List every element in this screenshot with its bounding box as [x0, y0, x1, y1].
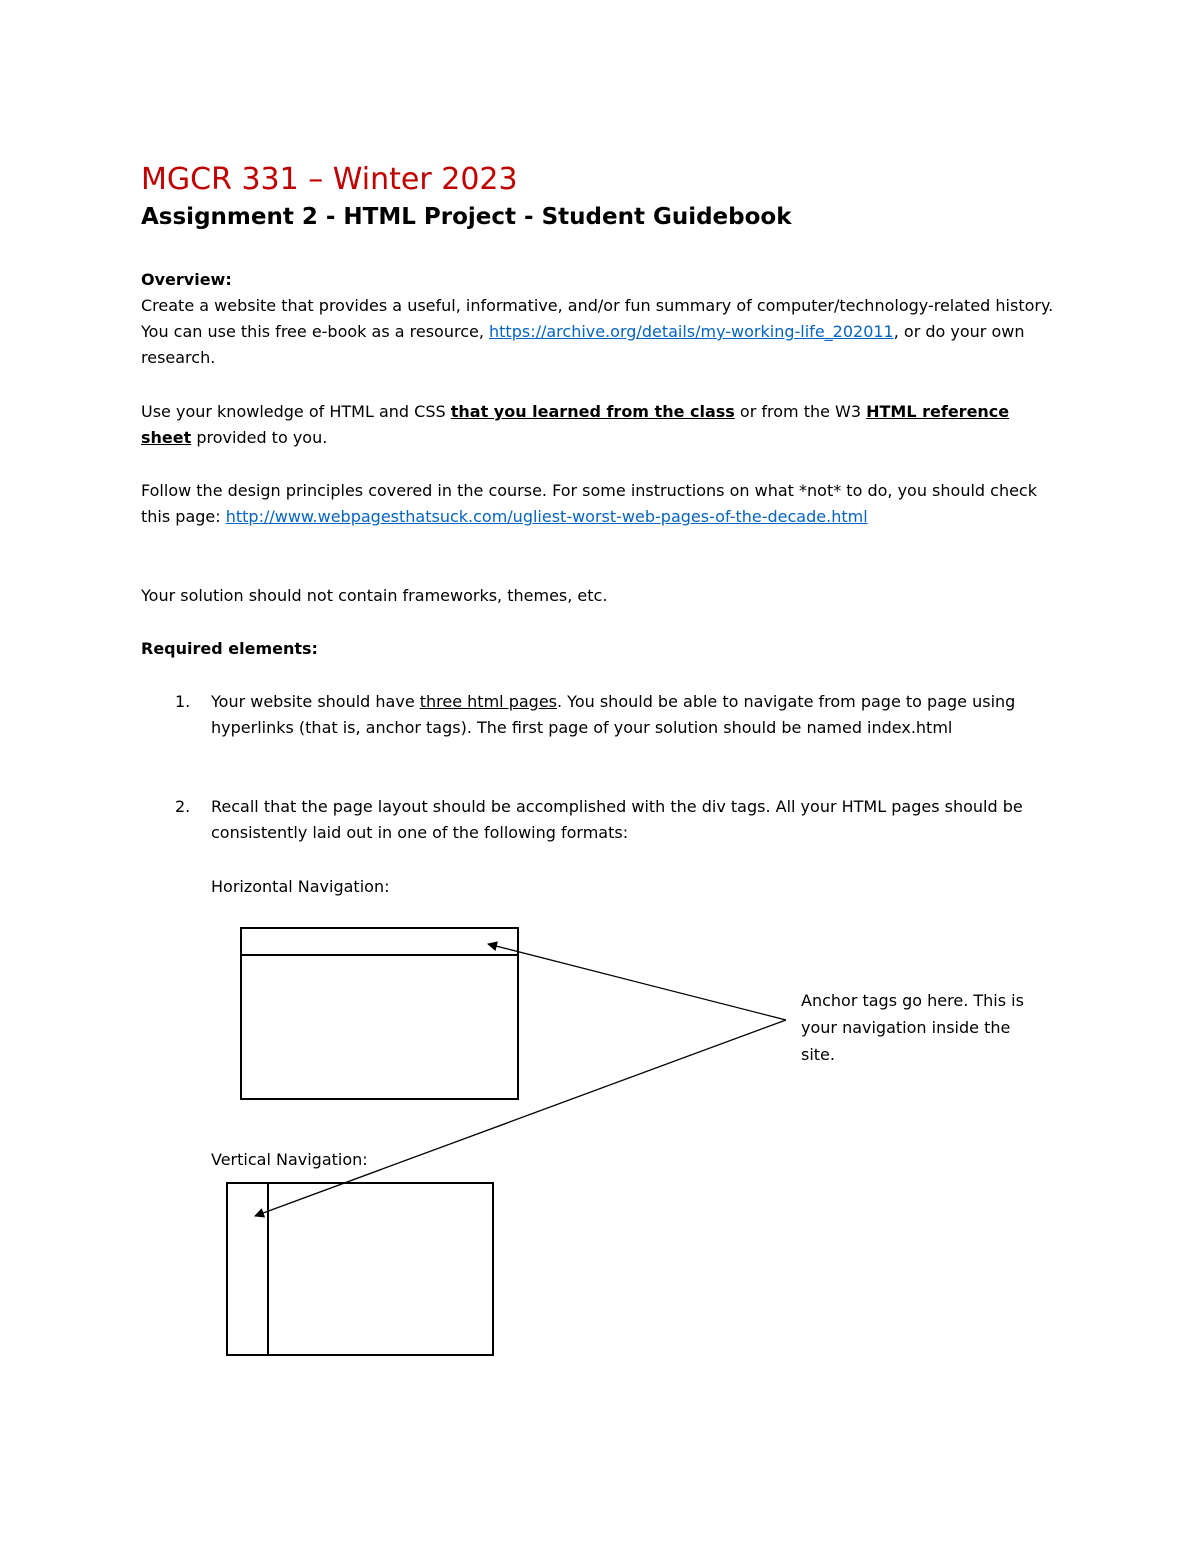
webpagesthatsuck-link[interactable]: http://www.webpagesthatsuck.com/ugliest-worst-web-pages-of-the-decade.html [225, 507, 868, 526]
list-number: 2. [175, 797, 191, 816]
horizontal-page-frame [241, 928, 518, 1099]
class-emphasis: that you learned from the class [450, 402, 735, 421]
list-number: 1. [175, 692, 191, 711]
page-title: MGCR 331 – Winter 2023 [141, 162, 518, 197]
knowledge-text-3: provided to you. [191, 428, 328, 447]
overview-text-1: Create a website that provides a useful, informative, and/or fun summary of computer/technology-related history. You can use this free e-book as a resource, [141, 296, 1054, 341]
item1-text-2: . You should be able to navigate from page to page using hyperlinks (that is, anchor tags). The first page of your solution should be named index.html [211, 692, 1016, 737]
reference-sheet-emphasis: HTML reference sheet [141, 402, 1010, 447]
knowledge-text-1: Use your knowledge of HTML and CSS [141, 402, 451, 421]
item1-text-1: Your website should have [211, 692, 420, 711]
list-text: Recall that the page layout should be accomplished with the div tags. All your HTML pages should be consistently laid out in one of the following formats: [211, 797, 1023, 842]
arrow-to-horizontal-nav [488, 944, 786, 1020]
required-heading: Required elements: [141, 639, 318, 658]
page-subtitle: Assignment 2 - HTML Project - Student Guidebook [141, 204, 792, 230]
archive-ebook-link[interactable]: https://archive.org/details/my-working-life_202011 [489, 322, 894, 341]
three-pages-emphasis: three html pages [419, 692, 557, 711]
vertical-navigation-label: Vertical Navigation: [211, 1150, 368, 1169]
vertical-page-frame [227, 1183, 493, 1355]
knowledge-text-2: or from the W3 [734, 402, 867, 421]
horizontal-layout-wireframe [241, 928, 518, 1099]
horizontal-navigation-label: Horizontal Navigation: [211, 877, 390, 896]
design-text: Follow the design principles covered in the course. For some instructions on what *not* to do, you should check this page: [141, 481, 1037, 526]
anchor-tags-note: Anchor tags go here. This is your navigation inside the site. [801, 991, 1024, 1064]
frameworks-paragraph: Your solution should not contain frameworks, themes, etc. [141, 586, 608, 605]
overview-heading: Overview: [141, 270, 232, 289]
overview-text-2: , or do your own research. [141, 322, 1025, 367]
arrow-to-vertical-nav [255, 1020, 786, 1216]
vertical-layout-wireframe [227, 1183, 493, 1355]
